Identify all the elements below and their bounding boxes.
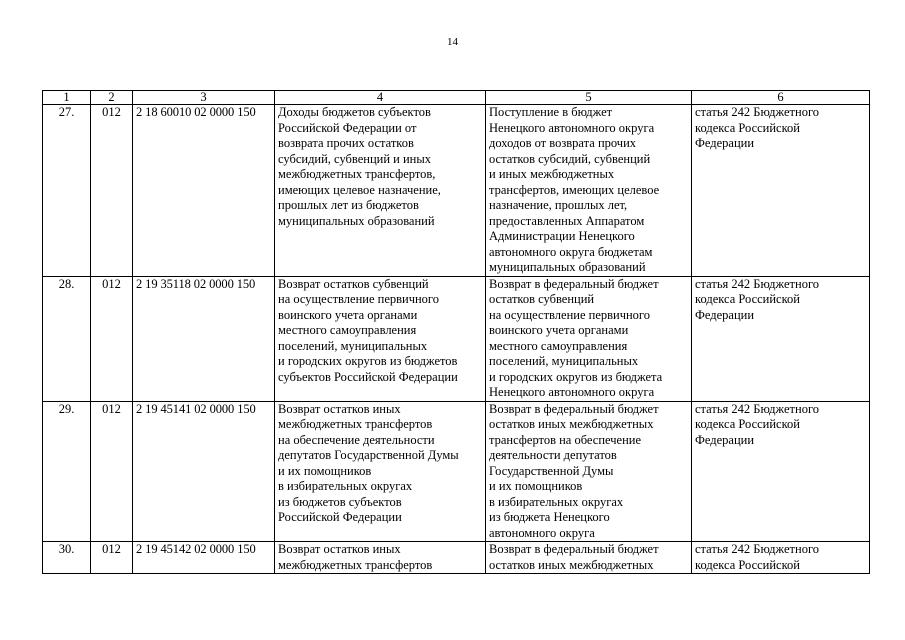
column-header-4: 4 xyxy=(275,91,486,105)
revenue-description xyxy=(486,401,692,542)
revenue-description-line: Поступление в бюджет xyxy=(489,105,613,119)
revenue-name xyxy=(275,276,486,401)
revenue-description-line: предоставленных Аппаратом xyxy=(489,213,645,228)
revenue-description-line: назначение, прошлых лет, xyxy=(489,198,628,212)
revenue-description-line: в избирательных округах xyxy=(489,494,624,509)
table-row xyxy=(43,401,870,542)
budget-classification-code: 2 19 35118 02 0000 150 xyxy=(133,276,275,401)
revenue-name-line: воинского учета органами xyxy=(278,307,418,322)
revenue-name-line: и их помощников xyxy=(278,463,372,478)
legal-basis-line: Федерации xyxy=(695,307,755,322)
revenue-description-line: Ненецкого автономного округа xyxy=(489,385,655,399)
legal-basis-line: кодекса Российской xyxy=(695,557,800,572)
revenue-name xyxy=(275,401,486,542)
revenue-name-line: Возврат остатков иных xyxy=(278,401,401,416)
legal-basis-line: статья 242 Бюджетного xyxy=(695,276,820,291)
revenue-name-line: межбюджетных трансфертов xyxy=(278,557,433,572)
legal-basis-line: статья 242 Бюджетного xyxy=(695,105,820,119)
budget-classification-code: 2 19 45142 02 0000 150 xyxy=(133,542,275,574)
revenue-name-line: поселений, муниципальных xyxy=(278,338,428,353)
revenue-description-line: воинского учета органами xyxy=(489,323,629,337)
revenue-description xyxy=(486,276,692,401)
revenue-description-line: автономного округа xyxy=(489,525,595,540)
revenue-description-line: Администрации Ненецкого xyxy=(489,229,635,243)
revenue-name-line: Возврат остатков субвенций xyxy=(278,276,429,291)
revenue-name-line: местного самоуправления xyxy=(278,323,417,337)
table-row xyxy=(43,542,870,574)
revenue-name-line: Возврат остатков иных xyxy=(278,542,401,556)
revenue-description-line: поселений, муниципальных xyxy=(489,354,639,368)
revenue-description-line: Возврат в федеральный бюджет xyxy=(489,542,659,556)
admin-code: 012 xyxy=(91,276,133,401)
revenue-name xyxy=(275,542,486,574)
revenue-name-line: депутатов Государственной Думы xyxy=(278,448,459,462)
revenue-description-line: и иных межбюджетных xyxy=(489,167,615,181)
column-header-2: 2 xyxy=(91,91,133,105)
legal-basis-line: кодекса Российской xyxy=(695,120,800,135)
legal-basis-line: Федерации xyxy=(695,432,755,447)
revenue-name-line: межбюджетных трансфертов xyxy=(278,417,433,431)
revenue-description-line: Возврат в федеральный бюджет xyxy=(489,401,659,416)
budget-classification-code: 2 18 60010 02 0000 150 xyxy=(133,105,275,277)
column-header-5: 5 xyxy=(486,91,692,105)
revenue-name-line: и городских округов из бюджетов xyxy=(278,354,458,368)
revenue-description-line: остатков иных межбюджетных xyxy=(489,417,654,431)
revenue-name-line: Российской Федерации xyxy=(278,510,402,524)
admin-code: 012 xyxy=(91,401,133,542)
revenue-description-line: Ненецкого автономного округа xyxy=(489,120,655,135)
revenue-description xyxy=(486,105,692,277)
row-number: 28. xyxy=(43,276,91,401)
legal-basis xyxy=(692,276,870,401)
revenue-description-line: трансфертов на обеспечение xyxy=(489,432,642,447)
revenue-description-line: деятельности депутатов xyxy=(489,448,617,462)
table-row xyxy=(43,105,870,277)
revenue-name-line: субсидий, субвенций и иных xyxy=(278,151,431,166)
legal-basis xyxy=(692,105,870,277)
column-header-1: 1 xyxy=(43,91,91,105)
revenue-description-line: трансфертов, имеющих целевое xyxy=(489,182,660,197)
legal-basis-line: Федерации xyxy=(695,136,755,150)
table-row xyxy=(43,276,870,401)
revenue-name-line: субъектов Российской Федерации xyxy=(278,369,458,384)
revenue-description-line: доходов от возврата прочих xyxy=(489,136,637,150)
row-number: 29. xyxy=(43,401,91,542)
revenue-name-line: на осуществление первичного xyxy=(278,292,439,306)
revenue-name xyxy=(275,105,486,277)
budget-classification-code: 2 19 45141 02 0000 150 xyxy=(133,401,275,542)
revenue-name-line: имеющих целевое назначение, xyxy=(278,182,441,197)
revenue-name-line: возврата прочих остатков xyxy=(278,136,414,150)
revenue-description-line: Государственной Думы xyxy=(489,463,614,478)
legal-basis-line: статья 242 Бюджетного xyxy=(695,542,820,556)
revenue-name-line: в избирательных округах xyxy=(278,479,413,493)
revenue-description-line: на осуществление первичного xyxy=(489,307,650,322)
revenue-name-line: прошлых лет из бюджетов xyxy=(278,198,419,212)
revenue-name-line: Доходы бюджетов субъектов xyxy=(278,105,431,119)
legal-basis xyxy=(692,401,870,542)
row-number: 30. xyxy=(43,542,91,574)
budget-revenue-table xyxy=(42,90,870,574)
revenue-description-line: из бюджета Ненецкого xyxy=(489,510,610,524)
page-number: 14 xyxy=(447,36,458,48)
legal-basis-line: статья 242 Бюджетного xyxy=(695,401,820,416)
legal-basis-line: кодекса Российской xyxy=(695,292,800,306)
legal-basis-line: кодекса Российской xyxy=(695,417,800,431)
revenue-name-line: муниципальных образований xyxy=(278,213,435,228)
revenue-description-line: автономного округа бюджетам xyxy=(489,244,653,259)
revenue-description-line: Возврат в федеральный бюджет xyxy=(489,276,659,291)
column-header-6: 6 xyxy=(692,91,870,105)
revenue-name-line: межбюджетных трансфертов, xyxy=(278,167,436,181)
admin-code: 012 xyxy=(91,105,133,277)
revenue-description-line: остатков иных межбюджетных xyxy=(489,557,654,572)
revenue-description xyxy=(486,542,692,574)
revenue-name-line: Российской Федерации от xyxy=(278,120,417,135)
revenue-description-line: муниципальных образований xyxy=(489,260,646,274)
column-header-3: 3 xyxy=(133,91,275,105)
admin-code: 012 xyxy=(91,542,133,574)
legal-basis xyxy=(692,542,870,574)
revenue-description-line: остатков субсидий, субвенций xyxy=(489,151,651,166)
table-header-row xyxy=(43,91,870,105)
revenue-description-line: и городских округов из бюджета xyxy=(489,369,663,384)
table-body xyxy=(43,105,870,574)
row-number: 27. xyxy=(43,105,91,277)
revenue-description-line: и их помощников xyxy=(489,479,583,493)
revenue-name-line: из бюджетов субъектов xyxy=(278,494,402,509)
revenue-name-line: на обеспечение деятельности xyxy=(278,432,435,447)
revenue-description-line: местного самоуправления xyxy=(489,338,628,353)
revenue-description-line: остатков субвенций xyxy=(489,292,595,306)
